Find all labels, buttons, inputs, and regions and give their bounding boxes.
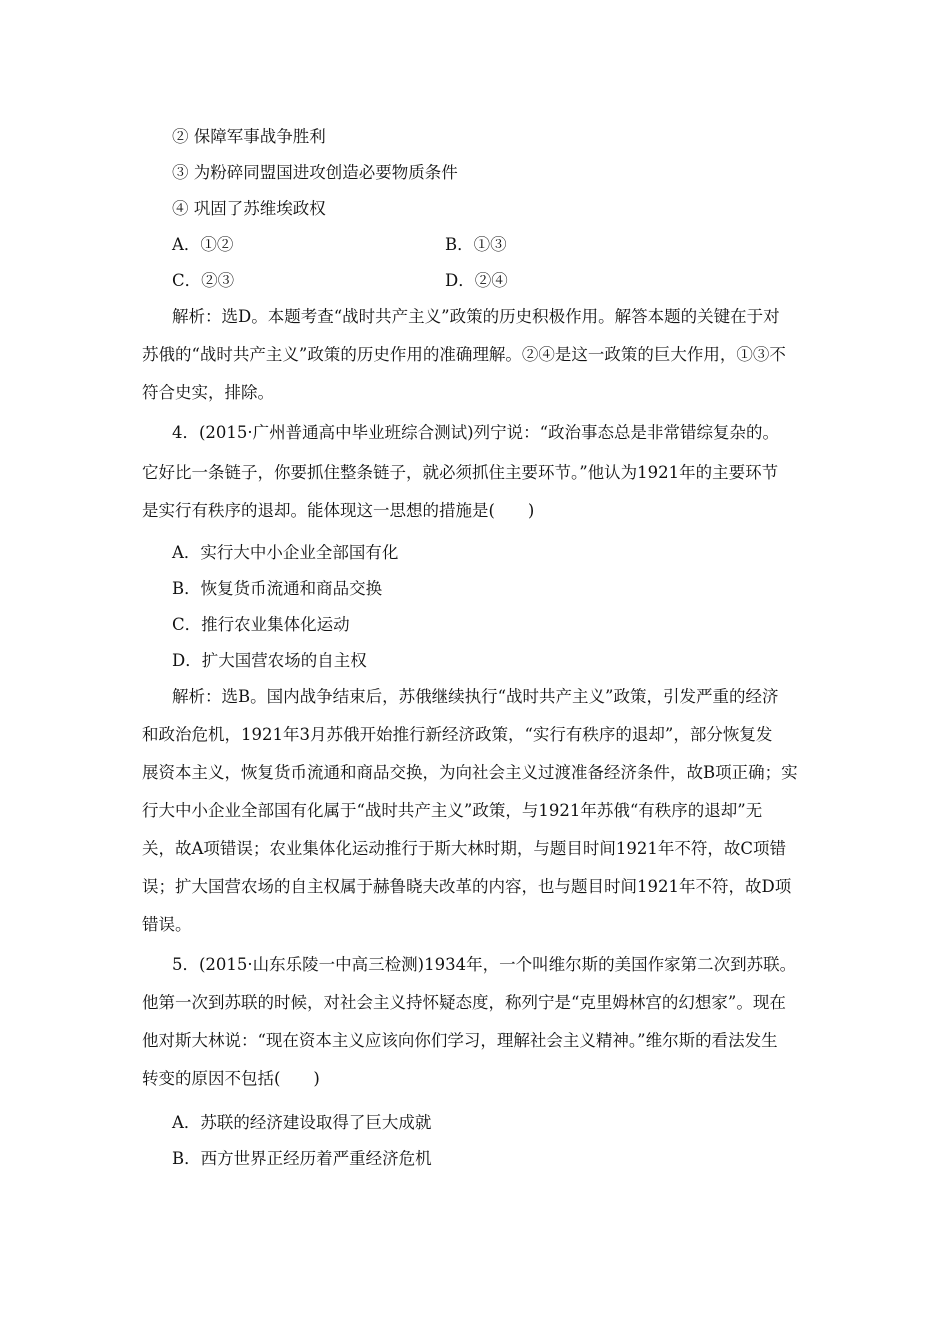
q3-analysis-line: 解析：选D。本题考查“战时共产主义”政策的历史积极作用。解答本题的关键在于对 [172,307,780,326]
q3-option-c: C．②③ [172,271,235,290]
q3-options-row-1 [0,234,950,256]
q4-option-a: A．实行大中小企业全部国有化 [172,543,399,562]
q3-item-3: ③ 为粉碎同盟国进攻创造必要物质条件 [172,163,458,182]
q3-option-d: D．②④ [445,271,508,290]
q4-analysis-line: 行大中小企业全部国有化属于“战时共产主义”政策，与1921年苏俄“有秩序的退却”无 [142,801,763,820]
q4-analysis-line: 关，故A项错误；农业集体化运动推行于斯大林时期，与题目时间1921年不符，故C项错 [142,839,787,858]
q3-item-2: ② 保障军事战争胜利 [172,127,326,146]
q4-stem-line: 是实行有秩序的退却。能体现这一思想的措施是( ) [142,501,535,520]
q4-option-c: C．推行农业集体化运动 [172,615,350,634]
q4-stem-line: 4．(2015·广州普通高中毕业班综合测试)列宁说：“政治事态总是非常错综复杂的。 [172,423,780,442]
q5-stem-line: 他第一次到苏联的时候，对社会主义持怀疑态度，称列宁是“克里姆林宫的幻想家”。现在 [142,993,786,1012]
q5-stem-line: 5．(2015·山东乐陵一中高三检测)1934年，一个叫维尔斯的美国作家第二次到苏联。 [172,955,797,974]
q4-option-b: B．恢复货币流通和商品交换 [172,579,383,598]
q5-option-b: B．西方世界正经历着严重经济危机 [172,1149,432,1168]
q4-stem-line: 它好比一条链子，你要抓住整条链子，就必须抓住主要环节。”他认为1921年的主要环节 [142,463,779,482]
q3-analysis-line: 符合史实，排除。 [142,383,274,402]
q3-analysis-line: 苏俄的“战时共产主义”政策的历史作用的准确理解。②④是这一政策的巨大作用，①③不 [142,345,786,364]
q5-stem-line: 他对斯大林说：“现在资本主义应该向你们学习，理解社会主义精神。”维尔斯的看法发生 [142,1031,778,1050]
q5-option-a: A．苏联的经济建设取得了巨大成就 [172,1113,432,1132]
q3-options-row-2 [0,270,950,292]
q4-analysis-line: 和政治危机，1921年3月苏俄开始推行新经济政策，“实行有秩序的退却”，部分恢复发 [142,725,773,744]
q4-option-d: D．扩大国营农场的自主权 [172,651,367,670]
q4-analysis-line: 错误。 [142,915,192,934]
q3-option-a: A．①② [172,235,234,254]
q4-analysis-line: 误；扩大国营农场的自主权属于赫鲁晓夫改革的内容，也与题目时间1921年不符，故D项 [142,877,792,896]
q5-stem-line: 转变的原因不包括( ) [142,1069,320,1088]
q4-analysis-line: 解析：选B。国内战争结束后，苏俄继续执行“战时共产主义”政策，引发严重的经济 [172,687,779,706]
q4-analysis-line: 展资本主义，恢复货币流通和商品交换，为向社会主义过渡准备经济条件，故B项正确；实 [142,763,798,782]
q3-option-b: B．①③ [445,235,507,254]
q3-item-4: ④ 巩固了苏维埃政权 [172,199,326,218]
